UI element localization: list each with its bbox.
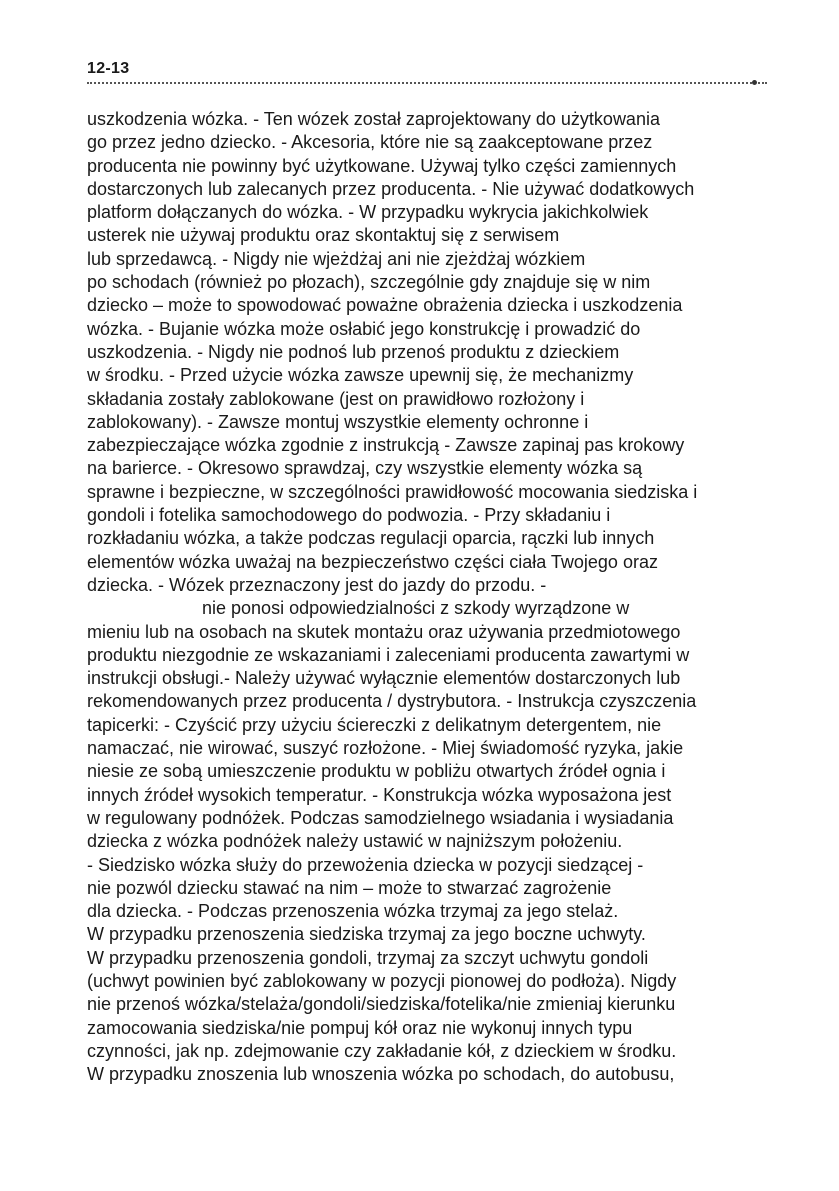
text-line: lub sprzedawcą. - Nigdy nie wjeżdżaj ani nie zjeżdżaj wózkiem: [87, 248, 586, 269]
text-line: wózka. - Bujanie wózka może osłabić jego konstrukcję i prowadzić do: [87, 318, 641, 339]
text-line: - Siedzisko wózka służy do przewożenia dziecka w pozycji siedzącej -: [87, 854, 644, 875]
text-line: produktu niezgodnie ze wskazaniami i zaleceniami producenta zawartymi w: [87, 644, 690, 665]
text-line: mieniu lub na osobach na skutek montażu oraz używania przedmiotowego: [87, 621, 681, 642]
text-line: W przypadku przenoszenia siedziska trzymaj za jego boczne uchwyty.: [87, 924, 646, 945]
header-dotted-rule: [87, 82, 767, 84]
text-line: zabezpieczające wózka zgodnie z instrukcją - Zawsze zapinaj pas krokowy: [87, 435, 685, 456]
text-line: czynności, jak np. zdejmowanie czy zakładanie kół, z dzieckiem w środku.: [87, 1040, 677, 1061]
text-line: platform dołączanych do wózka. - W przypadku wykrycia jakichkolwiek: [87, 202, 649, 223]
text-line: innych źródeł wysokich temperatur. - Konstrukcja wózka wyposażona jest: [87, 784, 672, 805]
text-line: rekomendowanych przez producenta / dystrybutora. - Instrukcja czyszczenia: [87, 691, 697, 712]
text-line: nie przenoś wózka/stelaża/gondoli/siedziska/fotelika/nie zmieniaj kierunku: [87, 994, 676, 1015]
text-line: dla dziecka. - Podczas przenoszenia wózka trzymaj za jego stelaż.: [87, 901, 619, 922]
text-line: w regulowany podnóżek. Podczas samodzielnego wsiadania i wysiadania: [87, 807, 674, 828]
text-line: W przypadku przenoszenia gondoli, trzymaj za szczyt uchwytu gondoli: [87, 947, 649, 968]
instructions-body-text: [87, 108, 787, 1086]
text-line: niesie ze sobą umieszczenie produktu w pobliżu otwartych źródeł ognia i: [87, 761, 666, 782]
text-line: W przypadku znoszenia lub wnoszenia wózka po schodach, do autobusu,: [87, 1064, 675, 1085]
text-line: namaczać, nie wirować, suszyć rozłożone. - Miej świadomość ryzyka, jakie: [87, 738, 684, 759]
text-line: na barierce. - Okresowo sprawdzaj, czy wszystkie elementy wózka są: [87, 458, 643, 479]
text-line-after-brand-gap: nie ponosi odpowiedzialności z szkody wyrządzone w: [202, 598, 630, 619]
text-line: sprawne i bezpieczne, w szczególności prawidłowość mocowania siedziska i: [87, 481, 698, 502]
text-line: dziecko – może to spowodować poważne obrażenia dziecka i uszkodzenia: [87, 295, 683, 316]
text-line: usterek nie używaj produktu oraz skontaktuj się z serwisem: [87, 225, 560, 246]
text-line: składania zostały zablokowane (jest on prawidłowo rozłożony i: [87, 388, 585, 409]
text-line: uszkodzenia wózka. - Ten wózek został zaprojektowany do użytkowania: [87, 109, 660, 129]
text-line: tapicerki: - Czyścić przy użyciu ściereczki z delikatnym detergentem, nie: [87, 714, 662, 735]
rule-end-dot: [752, 80, 757, 85]
text-line: uszkodzenia. - Nigdy nie podnoś lub przenoś produktu z dzieckiem: [87, 341, 620, 362]
text-line: instrukcji obsługi.- Należy używać wyłącznie elementów dostarczonych lub: [87, 668, 681, 689]
text-line: rozkładaniu wózka, a także podczas regulacji oparcia, rączki lub innych: [87, 528, 655, 549]
text-line: producenta nie powinny być użytkowane. Używaj tylko części zamiennych: [87, 155, 677, 176]
text-line: gondoli i fotelika samochodowego do podwozia. - Przy składaniu i: [87, 505, 611, 526]
text-line: elementów wózka uważaj na bezpieczeństwo części ciała Twojego oraz: [87, 551, 658, 572]
page-number: 12-13: [87, 60, 130, 77]
text-line: po schodach (również po płozach), szczególnie gdy znajduje się w nim: [87, 272, 651, 293]
text-line: dziecka z wózka podnóżek należy ustawić w najniższym położeniu.: [87, 831, 623, 852]
text-line: go przez jedno dziecko. - Akcesoria, które nie są zaakceptowane przez: [87, 132, 653, 153]
text-line: dziecka. - Wózek przeznaczony jest do jazdy do przodu. -: [87, 574, 547, 595]
text-line: zamocowania siedziska/nie pompuj kół oraz nie wykonuj innych typu: [87, 1017, 633, 1038]
text-line: w środku. - Przed użycie wózka zawsze upewnij się, że mechanizmy: [87, 365, 634, 386]
text-line: zablokowany). - Zawsze montuj wszystkie elementy ochronne i: [87, 411, 589, 432]
text-line: (uchwyt powinien być zablokowany w pozycji pionowej do podłoża). Nigdy: [87, 970, 677, 991]
text-line: nie pozwól dziecku stawać na nim – może to stwarzać zagrożenie: [87, 877, 612, 898]
text-line: dostarczonych lub zalecanych przez producenta. - Nie używać dodatkowych: [87, 178, 695, 199]
